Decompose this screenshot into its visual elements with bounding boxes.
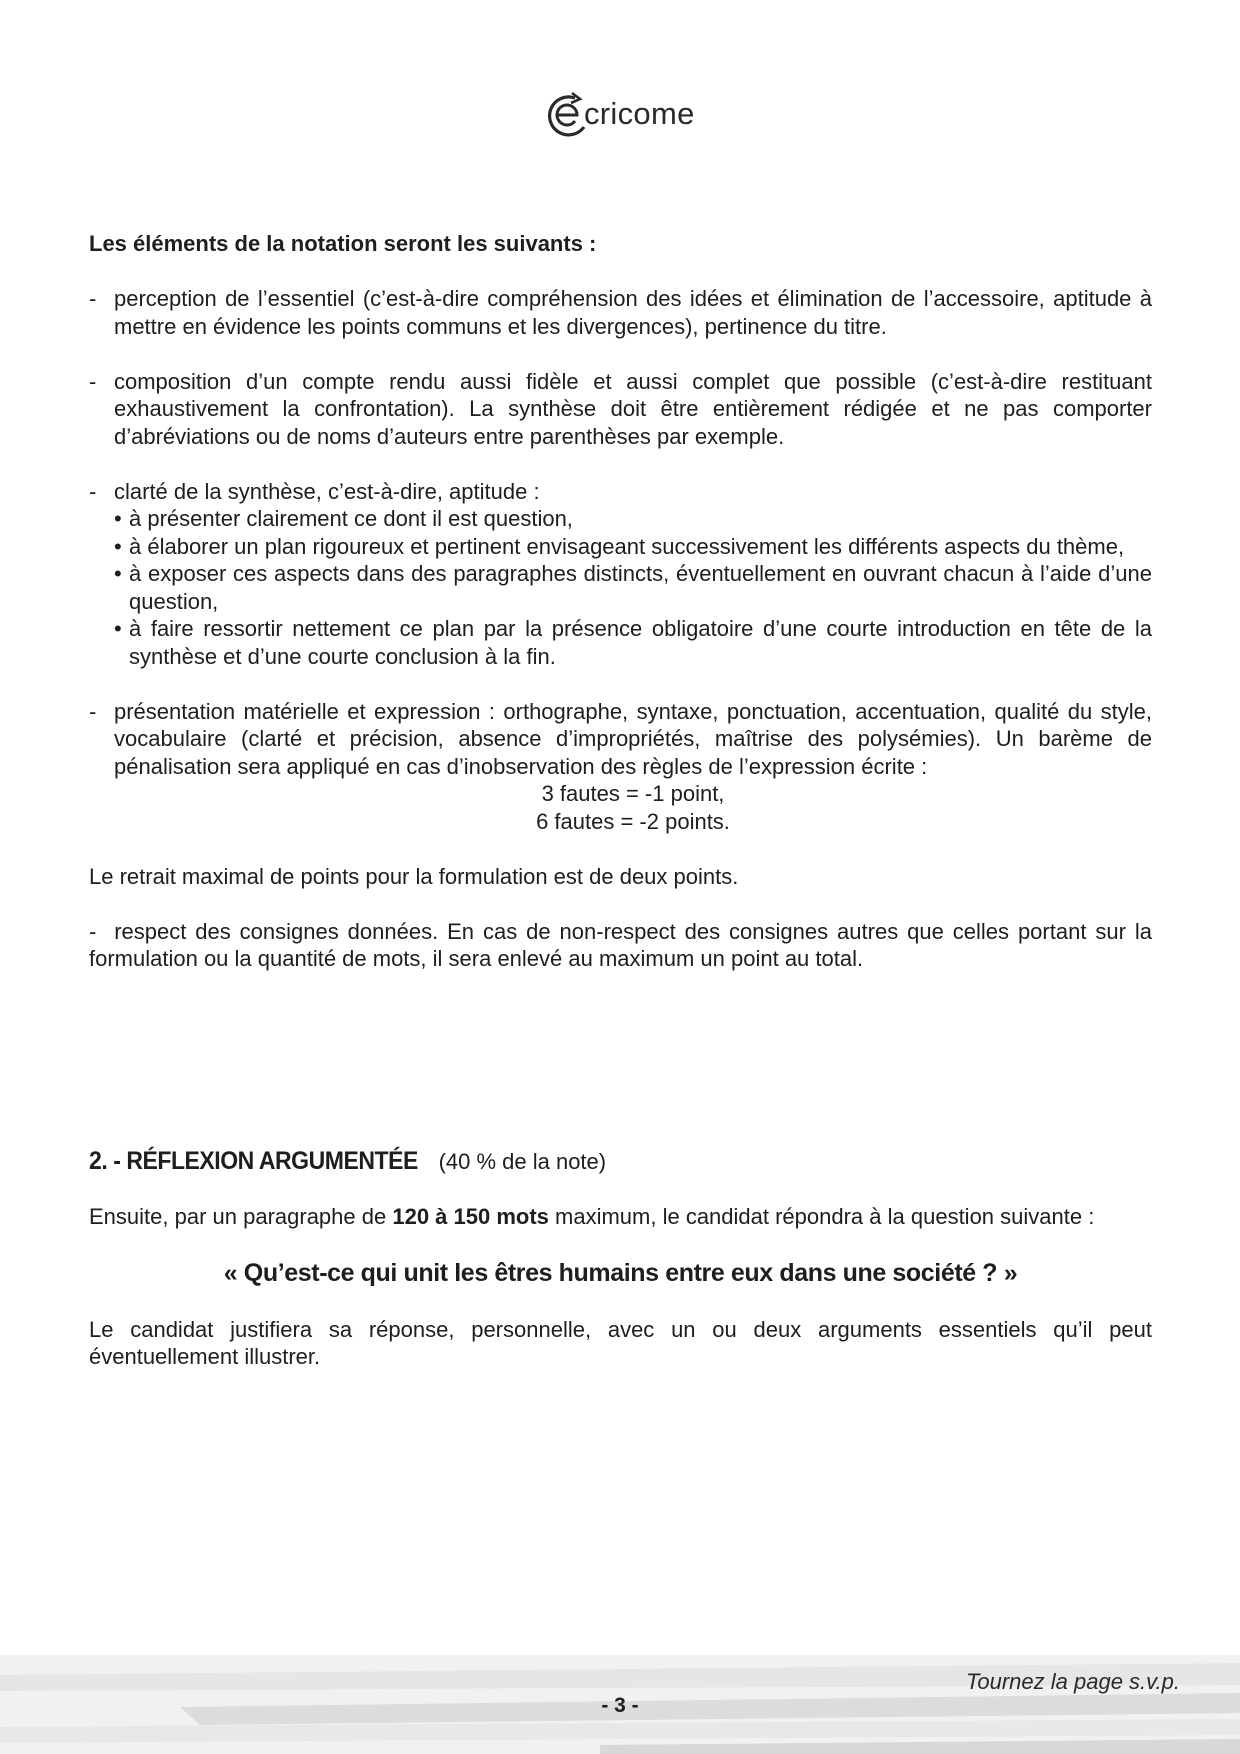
question: « Qu’est-ce qui unit les êtres humains entre eux dans une société ? » <box>223 1259 1018 1287</box>
turn-page-text: Tournez la page s.v.p. <box>965 1669 1180 1694</box>
item-text: composition d’un compte rendu aussi fidèle et aussi complet que possible (c’est-à-dire restituant exhaustivement la confrontation). La synthèse doit être entièrement rédigée et ne pas comporter d’abréviations ou de noms d’auteurs entre parenthèses par exemple. <box>114 368 1152 449</box>
word-count: 120 à 150 mots <box>392 1204 549 1229</box>
sub-item: • à faire ressortir nettement ce plan par la présence obligatoire d’une courte introduction en tête de la synthèse et d’une courte conclusion à la fin. <box>114 616 1152 669</box>
item-text: perception de l’essentiel (c’est-à-dire compréhension des idées et élimination de l’accessoire, aptitude à mettre en évidence les points communs et les divergences), pertinence du titre. <box>114 286 1152 339</box>
section-title-main: 2. - RÉFLEXION ARGUMENTÉE <box>89 1147 418 1175</box>
reflexion-section <box>89 1148 1152 1398</box>
section-intro: Ensuite, par un paragraphe de 120 à 150 mots maximum, le candidat répondra à la question suivante : <box>89 1204 1095 1229</box>
notation-section <box>89 230 1152 1000</box>
notation-item-composition: - composition d’un compte rendu aussi fidèle et aussi complet que possible (c’est-à-dire restituant exhaustivement la confrontation). La synthèse doit être entièrement rédigée et ne pas comporter d’abréviations ou de noms d’auteurs entre parenthèses par exemple. <box>89 368 1152 449</box>
item-text: clarté de la synthèse, c’est-à-dire, aptitude : <box>114 478 540 504</box>
sub-item: • à présenter clairement ce dont il est question, <box>114 506 573 531</box>
notation-heading: Les éléments de la notation seront les suivants : <box>89 231 597 256</box>
ecricome-logo <box>544 88 704 140</box>
penalty-line: 3 fautes = -1 point, <box>541 781 725 806</box>
retrait-text: Le retrait maximal de points pour la formulation est de deux points. <box>89 863 739 889</box>
notation-item-presentation: - présentation matérielle et expression : orthographe, syntaxe, ponctuation, accentuation, qualité du style, vocabulaire (clarté et précision, absence d’impropriétés, maîtrise des polysémies). Un barème de pénalisation sera appliqué en cas d’inobservation des règles de l’expression écrite : 3 fautes = -1 point, 6 fautes = -2 points. <box>89 698 1152 834</box>
sub-item: • à exposer ces aspects dans des paragraphes distincts, éventuellement en ouvrant chacun à l’aide d’une question, <box>114 561 1152 614</box>
notation-item-clarte: - clarté de la synthèse, c’est-à-dire, aptitude : • à présenter clairement ce dont il est question, • à élaborer un plan rigoureux et pertinent envisageant successivement les différents aspects du thème, • à exposer ces aspects dans des paragraphes distincts, éventuellement en ouvrant chacun à l’aide d’une question, • à faire ressortir nettement ce plan par la présence obligatoire d’une courte introduction en tête de la synthèse et d’une courte conclusion à la fin. <box>89 478 1152 669</box>
penalty-line: 6 fautes = -2 points. <box>536 808 730 834</box>
logo-text: cricome <box>584 96 695 131</box>
justify-text: Le candidat justifiera sa réponse, personnelle, avec un ou deux arguments essentiels qu’il peut éventuellement illustrer. <box>89 1316 1152 1369</box>
respect-text: - respect des consignes données. En cas de non-respect des consignes autres que celles portant sur la formulation ou la quantité de mots, il sera enlevé au maximum un point au total. <box>89 918 1152 971</box>
section-title-percent: (40 % de la note) <box>438 1149 607 1174</box>
page-number: - 3 - <box>601 1694 639 1717</box>
item-text: présentation matérielle et expression : orthographe, syntaxe, ponctuation, accentuation, qualité du style, vocabulaire (clarté et précision, absence d’impropriétés, maîtrise des polysémies). Un barème de pénalisation sera appliqué en cas d’inobservation des règles de l’expression écrite : <box>114 698 1152 779</box>
sub-item: • à élaborer un plan rigoureux et pertinent envisageant successivement les différents aspects du thème, <box>114 533 1125 559</box>
notation-item-perception: - perception de l’essentiel (c’est-à-dire compréhension des idées et élimination de l’accessoire, aptitude à mettre en évidence les points communs et les divergences), pertinence du titre. <box>89 286 1152 339</box>
section-title <box>89 1148 1152 1176</box>
